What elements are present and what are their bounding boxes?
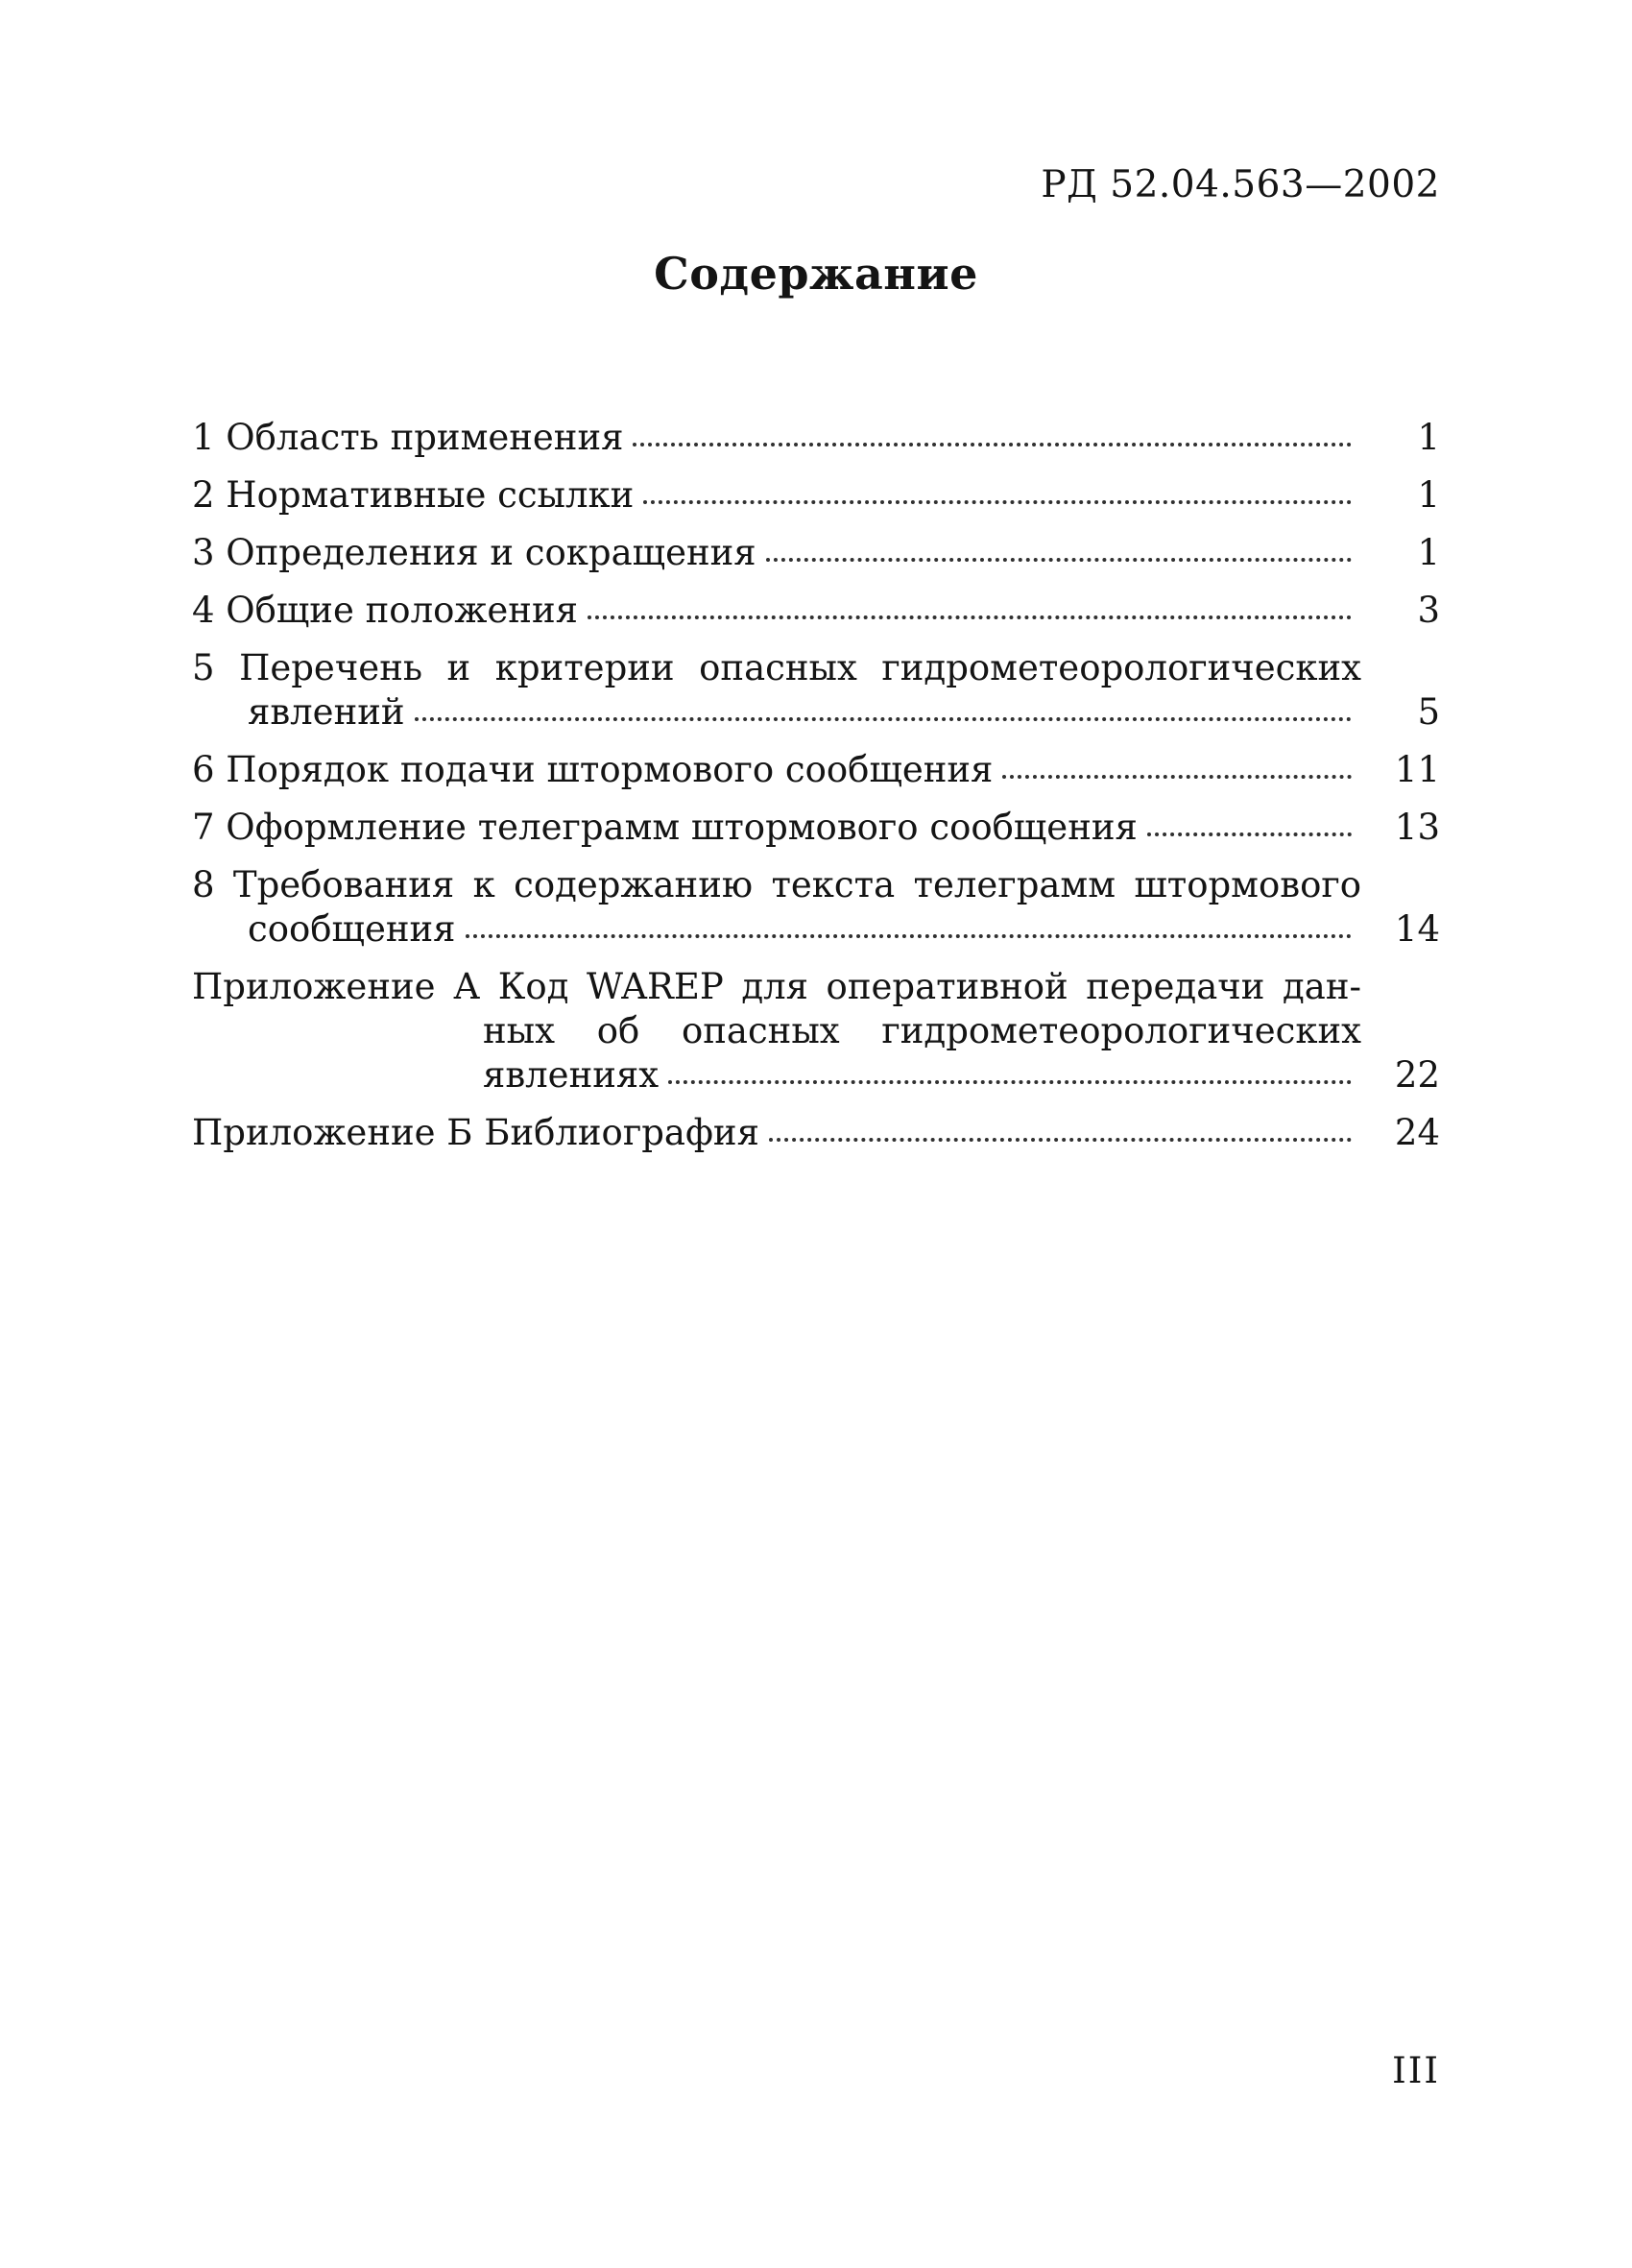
toc-page-number: 22 <box>1394 1054 1440 1096</box>
dot-leader <box>466 934 1352 938</box>
toc-page-number: 3 <box>1417 590 1440 631</box>
toc-page-number: 13 <box>1394 807 1440 848</box>
dot-leader <box>668 1080 1352 1084</box>
dot-leader <box>633 443 1352 446</box>
page-number: III <box>1392 2050 1440 2091</box>
document-code: РД 52.04.563—2002 <box>1041 163 1440 206</box>
toc-entry-label-continued: явлений <box>248 691 405 733</box>
toc-page-number: 14 <box>1394 908 1440 950</box>
toc-page-number: 1 <box>1417 417 1440 458</box>
toc-entry-label: Приложение Б Библиография <box>192 1112 759 1153</box>
toc-entry-2[interactable] <box>192 473 1440 518</box>
toc-entry-label: 6 Порядок подачи штормового сообщения <box>192 749 994 790</box>
toc-entry-3[interactable] <box>192 531 1440 575</box>
toc-page-number: 5 <box>1417 691 1440 733</box>
toc-entry-label: 2 Нормативные ссылки <box>192 474 635 516</box>
toc-entry-label: 3 Определения и сокращения <box>192 532 756 573</box>
toc-entry-6[interactable] <box>192 748 1440 792</box>
dot-leader <box>1002 775 1352 779</box>
toc-entry-8[interactable] <box>192 863 1440 952</box>
toc-page-number: 11 <box>1394 749 1440 790</box>
dot-leader <box>415 717 1352 721</box>
toc-entry-5[interactable] <box>192 646 1440 735</box>
toc-page-number: 24 <box>1394 1112 1440 1153</box>
dot-leader <box>643 500 1352 504</box>
dot-leader <box>766 558 1352 562</box>
toc-page-number: 1 <box>1417 474 1440 516</box>
toc-entry-1[interactable] <box>192 416 1440 460</box>
dot-leader <box>769 1138 1352 1142</box>
toc-page-number: 1 <box>1417 532 1440 573</box>
toc-entry-label: 4 Общие положения <box>192 590 578 631</box>
dot-leader <box>1147 832 1352 836</box>
toc-entry-label-continued: явлениях <box>483 1054 660 1096</box>
table-of-contents <box>192 416 1440 1169</box>
toc-entry-label: 5 Перечень и критерии опасных гидрометеорологических <box>192 647 1361 688</box>
toc-entry-7[interactable] <box>192 806 1440 850</box>
toc-entry-label: 7 Оформление телеграмм штормового сообщения <box>192 807 1138 848</box>
toc-entry-label: 1 Область применения <box>192 417 624 458</box>
toc-entry-label: 8 Требования к содержанию текста телеграмм штормового <box>192 864 1361 905</box>
page-title: Содержание <box>654 248 978 300</box>
toc-entry-label-continued: сообщения <box>248 908 456 950</box>
toc-entry-appendix-a[interactable] <box>192 965 1440 1098</box>
dot-leader <box>588 615 1352 619</box>
toc-entry-label-continued: ных об опасных гидрометеорологических <box>483 1010 1361 1051</box>
toc-entry-appendix-b[interactable] <box>192 1111 1440 1155</box>
toc-entry-4[interactable] <box>192 589 1440 633</box>
toc-entry-label: Приложение А Код WAREP для оперативной передачи дан- <box>192 966 1361 1007</box>
